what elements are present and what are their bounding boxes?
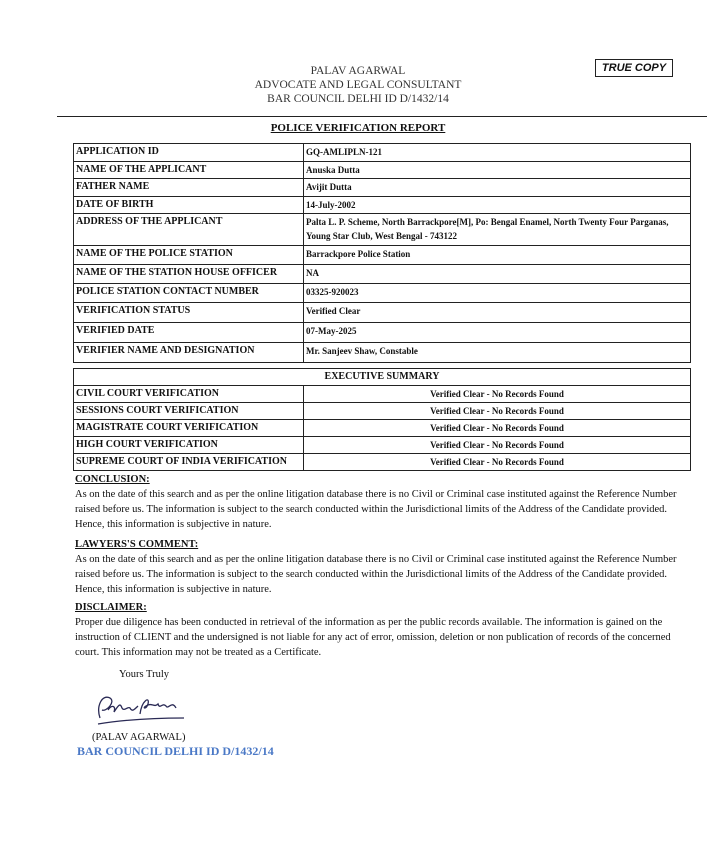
lawyer-comment-text: As on the date of this search and as per the online litigation database there is no Civil or Criminal case instituted against the Reference Number raised before us. The information is subject to the search conducted within the Jurisdictional limits of the Address of the Candidate provided. Hence, this information is subjective in nature. bbox=[75, 554, 677, 595]
detail-value: Anuska Dutta bbox=[304, 162, 691, 179]
disclaimer-heading: DISCLAIMER: bbox=[75, 602, 147, 613]
detail-value: Barrackpore Police Station bbox=[304, 246, 691, 265]
detail-label: NAME OF THE APPLICANT bbox=[74, 162, 304, 179]
detail-row bbox=[74, 343, 691, 363]
court-label: CIVIL COURT VERIFICATION bbox=[74, 386, 304, 403]
detail-row bbox=[74, 214, 691, 246]
signature-image bbox=[92, 688, 192, 730]
court-label: MAGISTRATE COURT VERIFICATION bbox=[74, 420, 304, 437]
lawyer-comment-section bbox=[75, 537, 695, 597]
court-label: HIGH COURT VERIFICATION bbox=[74, 437, 304, 454]
court-result: Verified Clear - No Records Found bbox=[304, 454, 691, 471]
detail-label: NAME OF THE STATION HOUSE OFFICER bbox=[74, 265, 304, 284]
summary-row bbox=[74, 386, 691, 403]
detail-row bbox=[74, 246, 691, 265]
court-result: Verified Clear - No Records Found bbox=[304, 437, 691, 454]
detail-row bbox=[74, 303, 691, 323]
summary-row bbox=[74, 454, 691, 471]
court-result: Verified Clear - No Records Found bbox=[304, 403, 691, 420]
executive-summary-table bbox=[73, 368, 691, 471]
detail-value: Verified Clear bbox=[304, 303, 691, 323]
detail-row bbox=[74, 162, 691, 179]
conclusion-heading: CONCLUSION: bbox=[75, 474, 150, 485]
advocate-name: PALAV AGARWAL bbox=[310, 65, 406, 77]
conclusion-section bbox=[75, 472, 695, 532]
detail-label: VERIFIED DATE bbox=[74, 323, 304, 343]
detail-label: APPLICATION ID bbox=[74, 144, 304, 162]
court-result: Verified Clear - No Records Found bbox=[304, 386, 691, 403]
detail-label: ADDRESS OF THE APPLICANT bbox=[74, 214, 304, 246]
detail-row bbox=[74, 179, 691, 197]
lawyer-comment-heading: LAWYERS'S COMMENT: bbox=[75, 539, 199, 550]
detail-value: 07-May-2025 bbox=[304, 323, 691, 343]
closing-salutation: Yours Truly bbox=[119, 669, 170, 680]
detail-row bbox=[74, 144, 691, 162]
details-table bbox=[73, 143, 691, 363]
detail-value: Palta L. P. Scheme, North Barrackpore[M], Po: Bengal Enamel, North Twenty Four Parganas, Young Star Club, West Bengal - 743122 bbox=[304, 214, 691, 246]
detail-value: Mr. Sanjeev Shaw, Constable bbox=[304, 343, 691, 363]
detail-row bbox=[74, 197, 691, 214]
detail-value: NA bbox=[304, 265, 691, 284]
detail-value: GQ-AMLIPLN-121 bbox=[304, 144, 691, 162]
court-label: SESSIONS COURT VERIFICATION bbox=[74, 403, 304, 420]
summary-title: EXECUTIVE SUMMARY bbox=[74, 369, 691, 386]
detail-label: FATHER NAME bbox=[74, 179, 304, 197]
header-divider bbox=[57, 116, 707, 117]
detail-label: VERIFIER NAME AND DESIGNATION bbox=[74, 343, 304, 363]
bar-council-id: BAR COUNCIL DELHI ID D/1432/14 bbox=[267, 93, 449, 105]
advocate-role: ADVOCATE AND LEGAL CONSULTANT bbox=[254, 79, 462, 91]
summary-row bbox=[74, 403, 691, 420]
summary-row bbox=[74, 420, 691, 437]
report-title: POLICE VERIFICATION REPORT bbox=[270, 122, 446, 134]
summary-row bbox=[74, 437, 691, 454]
detail-row bbox=[74, 323, 691, 343]
detail-value: 14-July-2002 bbox=[304, 197, 691, 214]
detail-value: Avijit Dutta bbox=[304, 179, 691, 197]
detail-label: VERIFICATION STATUS bbox=[74, 303, 304, 323]
signatory-name: (PALAV AGARWAL) bbox=[92, 732, 186, 743]
detail-label: NAME OF THE POLICE STATION bbox=[74, 246, 304, 265]
court-label: SUPREME COURT OF INDIA VERIFICATION bbox=[74, 454, 304, 471]
court-result: Verified Clear - No Records Found bbox=[304, 420, 691, 437]
detail-row bbox=[74, 265, 691, 284]
true-copy-stamp: TRUE COPY bbox=[595, 59, 673, 77]
detail-value: 03325-920023 bbox=[304, 284, 691, 303]
disclaimer-text: Proper due diligence has been conducted in retrieval of the information as per the public records available. The information is gained on the instruction of CLIENT and the undersigned is not liable for any act of error, omission, deletion or non publication of records of the concerned court. This information may not be treated as a Certificate. bbox=[75, 617, 671, 658]
detail-row bbox=[74, 284, 691, 303]
detail-label: DATE OF BIRTH bbox=[74, 197, 304, 214]
signatory-bar-id: BAR COUNCIL DELHI ID D/1432/14 bbox=[77, 744, 274, 758]
disclaimer-section bbox=[75, 600, 695, 660]
conclusion-text: As on the date of this search and as per the online litigation database there is no Civil or Criminal case instituted against the Reference Number raised before us. The information is subject to the search conducted within the Jurisdictional limits of the Address of the Candidate provided. Hence, this information is subjective in nature. bbox=[75, 489, 677, 530]
detail-label: POLICE STATION CONTACT NUMBER bbox=[74, 284, 304, 303]
